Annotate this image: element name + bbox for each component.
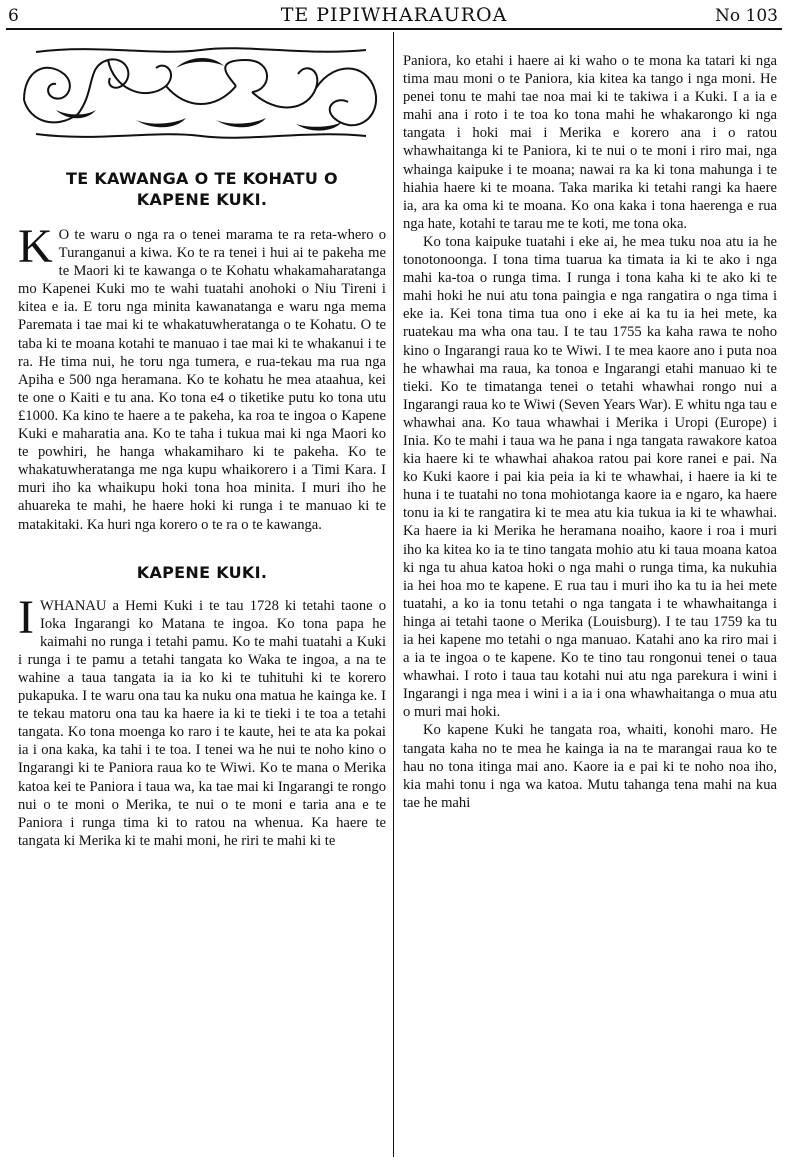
article2-headline: KAPENE KUKI. <box>136 562 268 582</box>
article1-body: O te waru o nga ra o tenei marama te ra reta-whero o Turanganui a kiwa. Ko te ra tenei i hui ai te pakeha me te Maori ki te kawanga o te Kohatu whakamaharatanga mo Kapenei Kuki mo te wahi tuatahi anohoki o Niu Tireni i kitea e ia. E toru nga minita kawanatanga e waru nga mema Paremata i tae mai ki te whakatuwheratanga o te Kohatu. O te taba ki te moana kotahi te manuao i tae mai ki te whakanui i te ra. He tima nui, he toru nga tumera, e rua-tekau ma rua nga Apiha e 500 nga heramana. Ko te kohatu he mea ataahua, kei te one o Kaiti e tu ana. Ko tona e4 o tiketike putu ko tona utu £1000. Ka kino te haere a te pakeha, ka roa te ingoa o Kapene Kuki e maharatia ana. Ko te taha i tukua mai ki nga Maori ko te powhiri, he hanga whakamiharo ki te pakeha. Ko te whakatuwheratanga me nga kupu whaikorero i a Timi Kara. I muri iho ka whaikupu hoki tona hoa minita. I muri iho he ahuareka te mahi, he haere hoki ki runga i te manuao ki te matakitaki. Ka huri nga korero o te ra o te kawanga. <box>18 227 386 533</box>
article2-body-right-1: Paniora, ko etahi i haere ai ki waho o te mona ka tatari ki nga tima mau moni o te Paniora, kia kitea ka tango i nga moni. He penei tonu te mahi tae noa mai ki te takiwa i a Kuki. I a ia e mahi ana i roto i te toa ko tona mahi he whakarongo ki nga tangata i hoki mai i Merika e korero ana i o ratou whawhaitanga ki te Paniora, ki te nui o te moni i riro mai, nga whainga kaipuke i te moana; nawai ra ka ki tona mahunga i te hiahia haere ki te moana. Taka marika ki tetahi rangi ka haere ia, ara ka oma ki te moana. Ko ona kaka i tona haerenga e rua nga hate, kotahi te tarau me te koti, me tona oka. <box>403 53 777 232</box>
decorative-scroll-icon <box>16 30 386 158</box>
article2-body-left: WHANAU a Hemi Kuki i te tau 1728 ki tetahi taone o Ioka Ingarangi ko Matana te ingoa. Ko tona papa he kaimahi no runga i tetahi pamu. Ko te mahi tuatahi a Kuki i runga i te pamu a tetahi tangata ko Waka te ingoa, a na te wahine a taua tangata ia ia ko ki te tuhituhi ki te korero pukapuka. I te waru ona tau ka nuku ona matua he kainga ke. I te tekau matoru ona tau ka haere ia ki te tieki i te toa a tetahi tangata. Ko tona moenga ko raro i te kaute, hei te ata ka pokai ia i ona kaka, ka tahi i te toa. I tenei wa he nui te noho kino o Ingarangi ki te Paniora raua ko te Wiwi. Ko te mana o Merika katoa kei te Paniora i taua wa, ka tae mai ki Ingarangi te rongo nui o te moni o Merika, te nui o te moni e taria ana e te Paniora i runga tima ki to ratou na whenua. Ka haere te tangata ki Merika ki te mahi moni, he riri te mahi ki te <box>18 597 386 849</box>
left-column <box>18 30 386 850</box>
article2-dropcap: I <box>18 590 34 644</box>
article2-body-right-2: Ko tona kaipuke tuatahi i eke ai, he mea tuku noa atu ia he tonotonoonga. I tona tima tuarua ka timata ia ki te ako i nga mahi ka-toa o runga tima. I runga i tona kaha ki te ako ki te mahi hoki he nui atu tona paingia e nga rangatira o nga tima i eke ia. Kei tona tima tua ono i eke ai ka tu ia hei mete, ka ruatekau ma wha ona tau. I te tau 1755 ka kaha rawa te noho kino o Ingarangi raua ko te Wiwi. I te mea kaore ano i puta noa he whawhai ma raua, ka tonoa e Ingarangi etahi manuao ki te tieki. Ko te timatanga tenei o tetahi whawhai rongo nui a Ingarangi raua ko te Wiwi (Seven Years War). E whitu nga tau e whawhai ana. Ko taua whawhai i Merika i Uropi (Europe) i Inia. Ko te mahi i taua wa he pana i nga tangata rawakore katoa kia haere ki te whawhai ahakoa ratou pai kore ranei e pai. Na ko Kuki kaore i pai kia peia ia ki te whawhai, i haere ia ki te huna i te tuatahi no tona mohiotanga kaore ia e ngaro, ka haere tonu ia ki te rangatira ki te mea atu kia tukua ia ki te whawhai. Ka haere ia ki Merika he heramana noaiho, kaore i roa i muri iho ka kitea ko ia te tino tangata mohio atu ki taua moana katoa ki nga tu ahua katoa hoki o nga mahi o runga tima, ka nukuhia ia hei hoa mo te kapene. E rua tau i muri iho ka tu ia hei mete tuatahi, a ko ia tonu tetahi o nga tangata i te whawhaitanga i hinga ai tetahi taone o Merika (Louisburg). I te tau 1759 ka tu ia hei kapene mo tetahi o nga manuao. Katahi ano ka riro mai i a ia te ingoa o te kapene. Ko te tino tau rongonui tenei o taua whawhai. I roto i taua tau kotahi nui atu nga parekura i wini i Ingarangi i nga mea i wini i a ia i ona whawhaitanga o mua atu o muri mai hoki. <box>403 233 777 721</box>
newspaper-title: TE PIPIWHARAUROA <box>280 4 508 26</box>
right-column <box>403 52 777 812</box>
page-header <box>0 0 788 30</box>
issue-number: No 103 <box>715 6 778 26</box>
page-number: 6 <box>8 6 19 26</box>
article1-headline: TE KAWANGA O TE KOHATU O KAPENE KUKI. <box>66 169 338 209</box>
article1-dropcap: K <box>18 220 53 273</box>
article2-body-right-3: Ko kapene Kuki he tangata roa, whaiti, konohi maro. He tangata kaha no te mea he kainga ia na te marangai raua ko te hau no tona itinga mai ano. Kaore ia e pai ki te noho noa iho, kia mahi tonu i nga wa katoa. Mutu tahanga tena mahi na kua tae he mahi <box>403 722 777 811</box>
column-divider <box>393 32 394 1157</box>
